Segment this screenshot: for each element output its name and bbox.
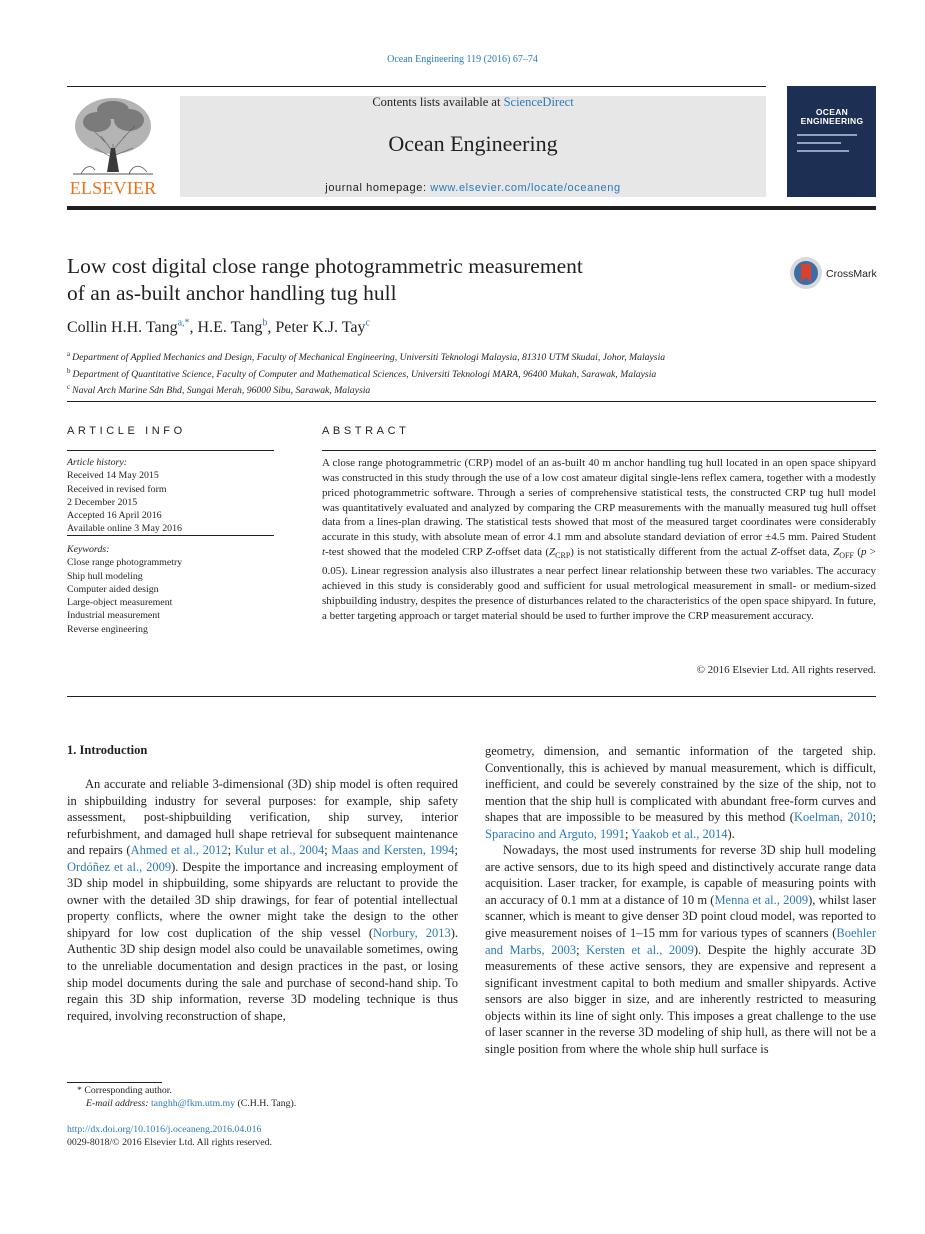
citation-link[interactable]: Menna et al., 2009 [714, 892, 809, 907]
contents-line [180, 95, 766, 110]
history-entry: Received 14 May 2015 [67, 470, 159, 482]
cover-line [797, 142, 841, 144]
abstract-text: A close range photogrammetric (CRP) model of an as-built 40 m anchor handling tug hull located in an open space shipyard was constructed in this study through the use of a low cost amateur digital single-lens reflex camera, together with a modestly priced photogrammetric software. Through a series of comprehensive statistical tests, the constructed CRP tug hull model was quantitatively evaluated and analyzed by comparing the CRP measurements with the manually measured tug hull offset data from a lines-plan drawing. The statistical tests showed that most of the measured target coordinates were considerably accurate in this study, with absolute mean of error 4.1 mm and absolute standard deviation of error ±4.5 mm. Paired Student t-test showed that the modeled CRP Z-offset data $(Z_{CRP})$ is not statistically different from the actual Z-offset data, $Z_{OFF}$ (p > 0.05). Linear regression analysis also illustrates a near perfect linear relationship between these two variables. The accuracy achieved in this study is considerably good and sufficient for usual metrological measurement in small- or medium-sized shipbuilding industry, despites the presence of disturbances related to the characteristics of the open space shipyard. In future, a better targeting approach or target material should be used to further improve the CRP measurement accuracy. [322, 457, 876, 622]
keyword: Computer aided design [67, 583, 159, 595]
affiliation-mark: b [67, 366, 71, 375]
citation-link[interactable]: Kulur et al., 2004 [234, 843, 325, 858]
affiliation-mark: a [67, 350, 71, 358]
author-name: Peter K.J. Tay [275, 319, 366, 337]
homepage-link[interactable]: www.elsevier.com/locate/oceaneng [430, 182, 621, 194]
article-info-heading: ARTICLE INFO [67, 425, 186, 437]
affiliation [67, 365, 665, 382]
article-history [67, 456, 274, 536]
cover-line [797, 150, 849, 152]
author-separator: , [267, 319, 276, 337]
history-entry: Available online 3 May 2016 [67, 523, 182, 535]
issn-line: 0029-8018/© 2016 Elsevier Ltd. All rights reserved. [67, 1137, 272, 1148]
keyword: Reverse engineering [67, 623, 148, 635]
affiliation-mark: c [67, 383, 71, 392]
doi-url[interactable]: http://dx.doi.org/10.1016/j.oceaneng.2016.04.016 [67, 1124, 262, 1135]
body-paragraph: geometry, dimension, and semantic information of the targeted ship. Conventionally, this is achieved by manual measurement, which is difficult, inefficient, and could be severely constrained by the size of the ship, not to mention that the ship hull is complicated with abundant free-form curves and shapes that are impossible to be measured by this method (Koelman, 2010; Sparacino and Arguto, 1991; Yaakob et al., 2014). [485, 744, 876, 841]
citation-link[interactable]: Norbury, 2013 [373, 925, 451, 940]
author-list [67, 318, 370, 337]
citation-link[interactable]: Kersten et al., 2009 [586, 942, 694, 957]
journal-cover-thumbnail[interactable] [787, 86, 876, 197]
author-name: H.E. Tang [197, 319, 263, 337]
author-affiliation-mark[interactable]: a,* [177, 318, 190, 329]
sciencedirect-link[interactable]: ScienceDirect [503, 95, 574, 109]
keywords-label: Keywords: [67, 544, 110, 555]
history-entry: Received in revised form [67, 483, 167, 495]
history-entry: Accepted 16 April 2016 [67, 510, 162, 522]
masthead-bottom-rule [67, 206, 876, 210]
title-line: of an as-built anchor handling tug hull [67, 281, 397, 305]
keyword: Industrial measurement [67, 610, 160, 622]
doi-link[interactable] [67, 1123, 261, 1136]
abstract-heading: ABSTRACT [322, 425, 410, 437]
body-column-left [67, 776, 458, 1024]
introduction-heading: 1. Introduction [67, 743, 148, 757]
author-affiliation-mark[interactable]: c [365, 318, 370, 329]
citation-link[interactable]: Boehler and Marbs, 2003 [485, 926, 876, 957]
keyword: Large-object measurement [67, 597, 173, 609]
affiliations [67, 348, 665, 398]
section-divider [67, 696, 876, 697]
homepage-prefix: journal homepage: [325, 182, 431, 194]
title-line: Low cost digital close range photogrammetric measurement [67, 254, 583, 278]
journal-name: Ocean Engineering [388, 131, 558, 156]
masthead-top-rule [67, 86, 766, 87]
citation-link[interactable]: Ahmed et al., 2012 [130, 843, 228, 858]
abstract-rule [322, 450, 876, 451]
citation-link[interactable]: Sparacino and Arguto, 1991 [485, 826, 626, 841]
footnote-rule [67, 1082, 162, 1083]
author [198, 319, 276, 336]
affiliation [67, 348, 665, 365]
author-separator: , [189, 319, 198, 337]
affiliation-text: Department of Quantitative Science, Faculty of Computer and Mathematical Sciences, Universiti Teknologi MARA, 96400 Mukah, Sarawak, Malaysia [72, 368, 657, 380]
cover-title: OCEAN ENGINEERING [800, 107, 864, 126]
body-paragraph: An accurate and reliable 3-dimensional (3D) ship model is often required in shipbuilding industry for several purposes: for example, ship safety assessment, post-shipbuilding verification, ship survey, interior refurbishment, and damaged hull shape retrieval for subsequent maintenance and repairs (Ahmed et al., 2012; Kulur et al., 2004; Maas and Kersten, 1994; Ordóñez et al., 2009). Despite the importance and increasing employment of 3D ship model in shipbuilding, some shipyards are reluctant to provide the owner with the detailed 3D ship drawings, for fear of potential intellectual property conflicts, where the owner might take the design to the other shipyard for low cost duplication of the ship vessel (Norbury, 2013). Authentic 3D ship design model also could be unavailable sometimes, owing to the unreliable documentation and design practices in the past, or losing ship model documents during the sale and purchase of second-hand ship. To regain this 3D ship information, reverse 3D modeling technique is thus required, involving reconstruction of shape, [67, 777, 458, 1023]
keyword: Close range photogrammetry [67, 557, 183, 569]
body-paragraph: Nowadays, the most used instruments for reverse 3D ship hull modeling are active sensors, due to its high speed and distinctively accurate range data acquisition. Laser tracker, for example, is capable of measuring points with an accuracy of 0.1 mm at a distance of 10 m (Menna et al., 2009), whilst laser scanner, which is meant to give denser 3D point cloud model, was reported to give measurement noises of 1–15 mm for various types of scanners (Boehler and Marbs, 2003; Kersten et al., 2009). Despite the highly accurate 3D measurements of these active sensors, they are expensive and represent a significant investment capital to both medium and smaller shipyards. Active sensors are also bigger in size, and are inherently restricted to measuring objects within its line of sight only. This imposes a great challenge to the use of laser scanner in the reverse 3D modeling of ship hull, as there will not be a single position from where the whole ship hull surface is [485, 843, 876, 1056]
homepage-line [180, 182, 766, 194]
article-info-rule [67, 535, 274, 536]
author-name: Collin H.H. Tang [67, 319, 178, 337]
body-column-right [485, 743, 876, 1057]
article-history-label: Article history: [67, 457, 128, 468]
citation-link[interactable]: Maas and Kersten, 1994 [331, 843, 455, 858]
citation-link[interactable]: Koelman, 2010 [793, 810, 873, 825]
email-suffix: (C.H.H. Tang). [235, 1098, 297, 1109]
article-title [67, 253, 767, 307]
history-entry: 2 December 2015 [67, 496, 138, 508]
author [67, 319, 198, 336]
contents-prefix: Contents lists available at [372, 95, 504, 109]
journal-reference-link[interactable]: Ocean Engineering 119 (2016) 67–74 [387, 54, 538, 65]
article-info-rule [67, 450, 274, 451]
cover-line [797, 134, 857, 136]
email-note [86, 1097, 296, 1110]
citation-link[interactable]: Ordóñez et al., 2009 [67, 859, 172, 874]
email-label: E-mail address: [86, 1098, 151, 1109]
affiliation-text: Naval Arch Marine Sdn Bhd, Sungai Merah, 96000 Sibu, Sarawak, Malaysia [72, 385, 371, 397]
keywords [67, 543, 274, 636]
affiliation [67, 381, 665, 398]
keyword: Ship hull modeling [67, 570, 143, 582]
corresponding-author-note: * Corresponding author. [77, 1085, 172, 1096]
elsevier-wordmark: ELSEVIER [69, 178, 157, 198]
affiliation-text: Department of Applied Mechanics and Design, Faculty of Mechanical Engineering, Universiti Teknologi Malaysia, 81310 UTM Skudai, Johor, Malaysia [72, 352, 666, 364]
section-divider [67, 401, 876, 402]
crossmark-label[interactable]: CrossMark [826, 268, 877, 280]
citation-link[interactable]: Yaakob et al., 2014 [631, 826, 728, 841]
abstract-copyright: © 2016 Elsevier Ltd. All rights reserved. [696, 664, 876, 676]
crossmark-icon[interactable] [789, 256, 823, 290]
author-affiliation-mark[interactable]: b [262, 318, 268, 329]
author [275, 319, 370, 336]
email-link[interactable]: tanghh@fkm.utm.my [150, 1098, 236, 1109]
